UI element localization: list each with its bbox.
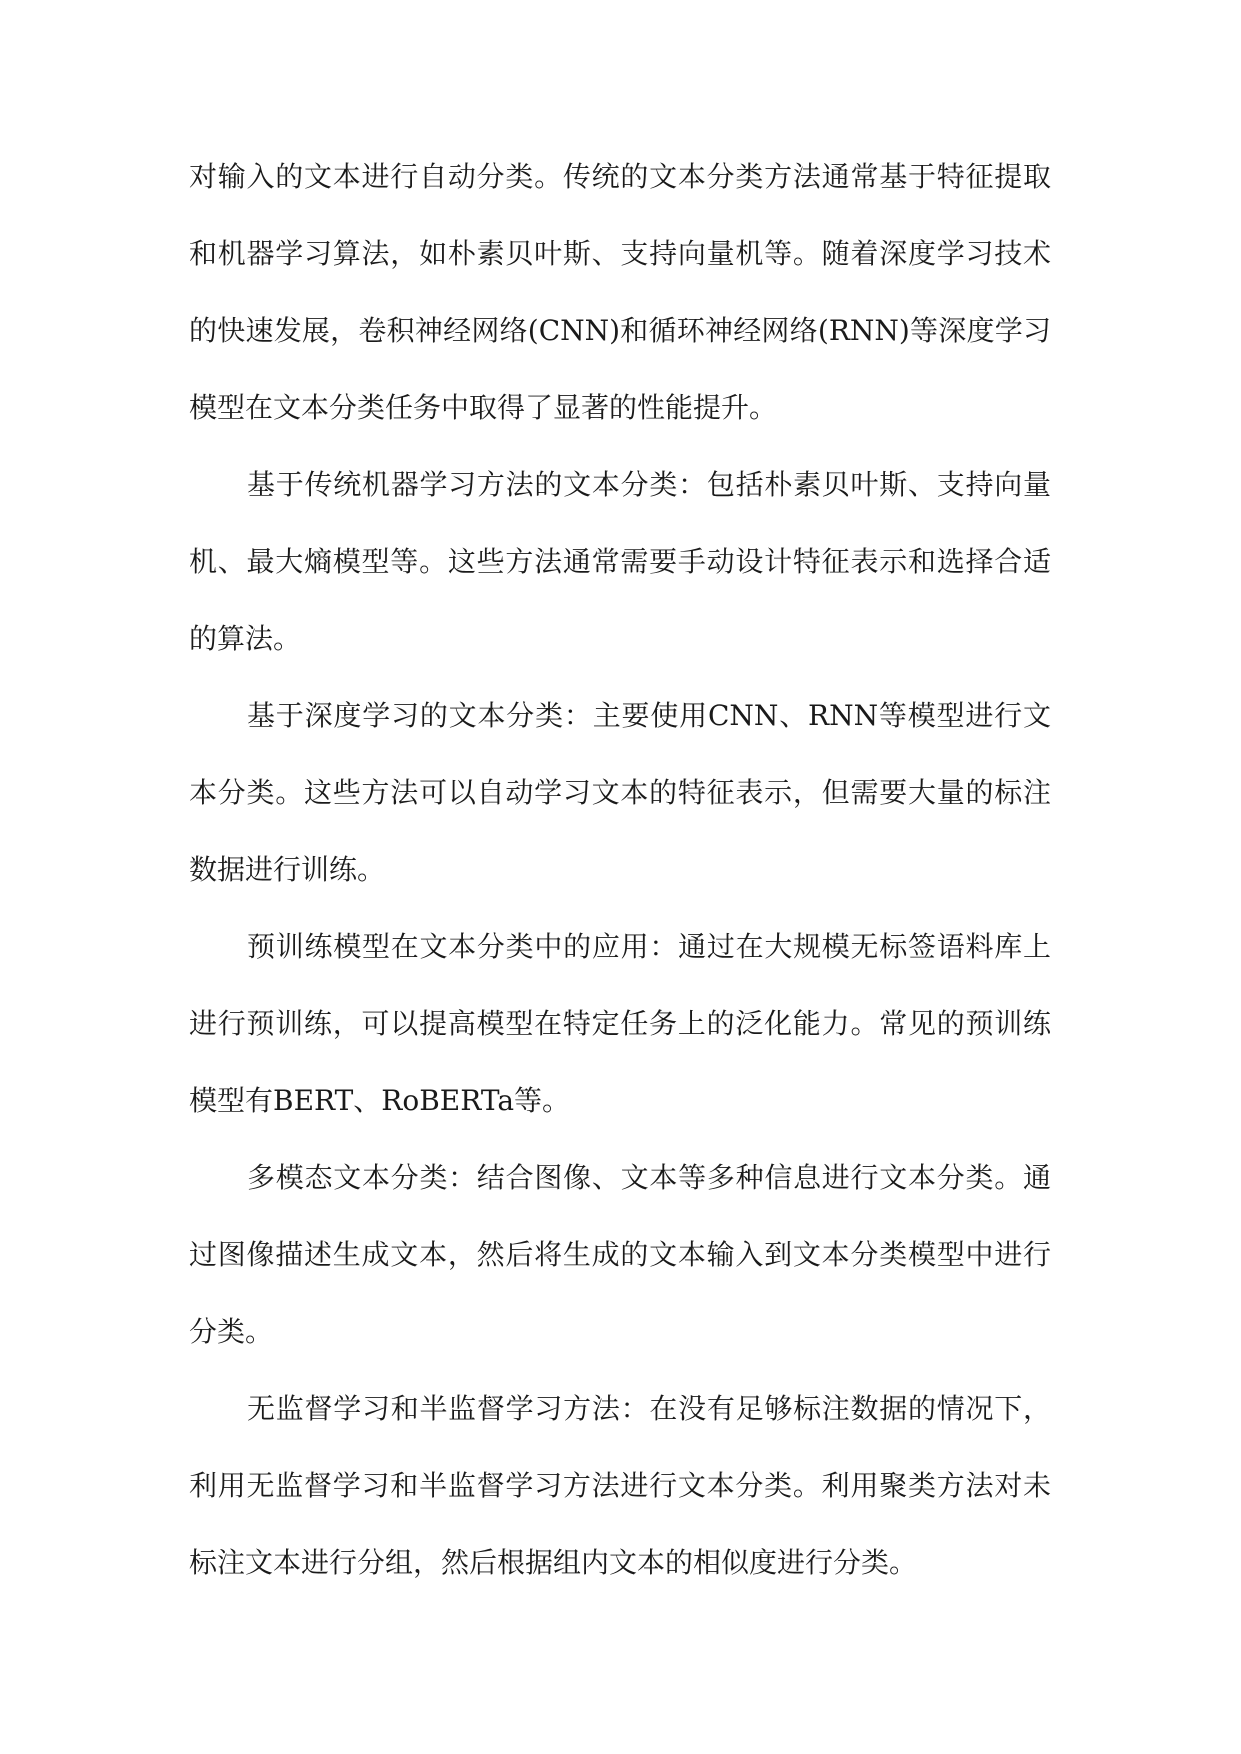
paragraph-pretrained-models: 预训练模型在文本分类中的应用：通过在大规模无标签语料库上进行预训练，可以提高模型在特定任务上的泛化能力。常见的预训练模型有BERT、RoBERTa等。 <box>189 930 1051 1117</box>
paragraph-traditional-ml: 基于传统机器学习方法的文本分类：包括朴素贝叶斯、支持向量机、最大熵模型等。这些方法通常需要手动设计特征表示和选择合适的算法。 <box>189 468 1051 655</box>
paragraph-multimodal: 多模态文本分类：结合图像、文本等多种信息进行文本分类。通过图像描述生成文本，然后将生成的文本输入到文本分类模型中进行分类。 <box>189 1161 1051 1348</box>
paragraph-deep-learning: 基于深度学习的文本分类：主要使用CNN、RNN等模型进行文本分类。这些方法可以自动学习文本的特征表示，但需要大量的标注数据进行训练。 <box>189 699 1051 886</box>
document-body <box>189 138 1051 1601</box>
paragraph-unsupervised: 无监督学习和半监督学习方法：在没有足够标注数据的情况下，利用无监督学习和半监督学习方法进行文本分类。利用聚类方法对未标注文本进行分组，然后根据组内文本的相似度进行分类。 <box>189 1392 1051 1579</box>
paragraph-intro: 对输入的文本进行自动分类。传统的文本分类方法通常基于特征提取和机器学习算法，如朴素贝叶斯、支持向量机等。随着深度学习技术的快速发展，卷积神经网络(CNN)和循环神经网络(RNN)等深度学习模型在文本分类任务中取得了显著的性能提升。 <box>189 160 1051 424</box>
